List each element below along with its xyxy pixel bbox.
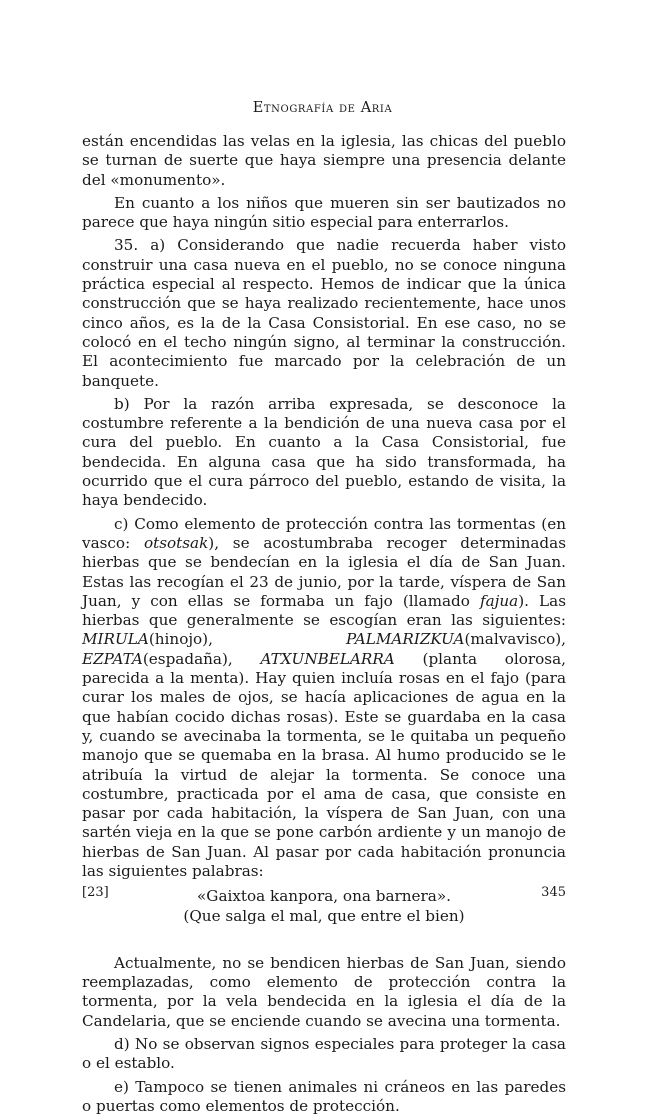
italic-term-atxunbelarra: ATXUNBELARRA	[260, 649, 395, 668]
paragraph-35e: e) Tampoco se tienen animales ni cráneos en las paredes o puertas como elementos de protección.	[82, 1077, 566, 1115]
text-run: c) Como elemento de protección contra las tormentas (en vasco:	[82, 514, 566, 552]
quote-basque: «Gaixtoa kanpora, ona barnera».	[197, 887, 451, 906]
text-run: ). Las hierbas que generalmente se escogían eran las siguientes:	[82, 591, 566, 630]
paragraph-35a: 35. a) Considerando que nadie recuerda haber visto construir una casa nueva en el pueblo, no se conoce ninguna práctica especial al respecto. Hemos de indicar que la única construcción que se haya realizado recientemente, hace unos cinco años, es la de la Casa Consistorial. En ese caso, no se colocó en el techo ningún signo, al terminar la construcción. El acontecimiento fue marcado por la celebración de un banquete.	[82, 236, 566, 390]
running-title: Etnografía de Aria	[252, 100, 393, 116]
paragraph-35c	[82, 515, 566, 882]
text-run: (hinojo),	[148, 630, 346, 649]
paragraph-35b: b) Por la razón arriba expresada, se desconoce la costumbre referente a la bendición de una nueva casa por el cura del pueblo. En cuanto a la Casa Consistorial, fue bendecida. En alguna casa que ha sido transformada, ha ocurrido que el cura párroco del pueblo, estando de visita, la haya bendecido.	[82, 394, 566, 510]
spacer	[82, 936, 566, 954]
paragraph-candelaria: Actualmente, no se bendicen hierbas de San Juan, siendo reemplazadas, como elemento de protección contra la tormenta, por la vela bendecida en la iglesia el día de la Candelaria, que se enciende cuando se avecina una tormenta.	[82, 953, 566, 1030]
italic-term-fajua: fajua	[479, 591, 519, 610]
paragraph-35d: d) No se observan signos especiales para proteger la casa o el establo.	[82, 1035, 566, 1073]
italic-term-palmarizkua: PALMARIZKUA	[345, 630, 465, 649]
italic-term-otsotsak: otsotsak	[143, 533, 209, 552]
italic-term-ezpata: EZPATA	[82, 649, 143, 668]
text-run: ), se acostumbraba recoger determinadas hierbas que se bendecían en la iglesia el día de San Juan. Estas las recogían el 23 de junio, por la tarde, víspera de San Juan, y con ellas se formaba un fajo (llamado	[82, 533, 566, 610]
text-run: (malvavisco),	[464, 630, 566, 649]
quote-translation: (Que salga el mal, que entre el bien)	[183, 906, 465, 925]
paragraph-continuation: están encendidas las velas en la iglesia, las chicas del pueblo se turnan de suerte que haya siempre una presencia delante del «monumento».	[82, 132, 566, 189]
body-text	[82, 132, 566, 1120]
text-run: (espadaña),	[142, 649, 261, 668]
italic-term-mirula: MIRULA	[82, 630, 149, 649]
paragraph-unbaptized-children: En cuanto a los niños que mueren sin ser bautizados no parece que haya ningún sitio especial para enterrarlos.	[82, 193, 566, 232]
section-reference: [23]	[82, 885, 109, 900]
text-run: (planta olorosa, parecida a la menta). Hay quien incluía rosas en el fajo (para curar los males de ojos, se hacía aplicaciones de agua en la que habían cocido dichas rosas). Este se guardaba en la casa y, cuando se avecinaba la tormenta, se le quitaba un pequeño manojo que se quemaba en la brasa. Al humo producido se le atribuía la virtud de alejar la tormenta. Se conoce una costumbre, practicada por el ama de casa, que consiste en pasar por cada habitación, la víspera de San Juan, con una sartén vieja en la que se pone carbón ardiente y un manojo de hierbas de San Juan. Al pasar por cada habitación pronuncia las siguientes palabras:	[82, 649, 566, 880]
page-number: 345	[541, 885, 566, 900]
basque-quote	[82, 887, 566, 926]
